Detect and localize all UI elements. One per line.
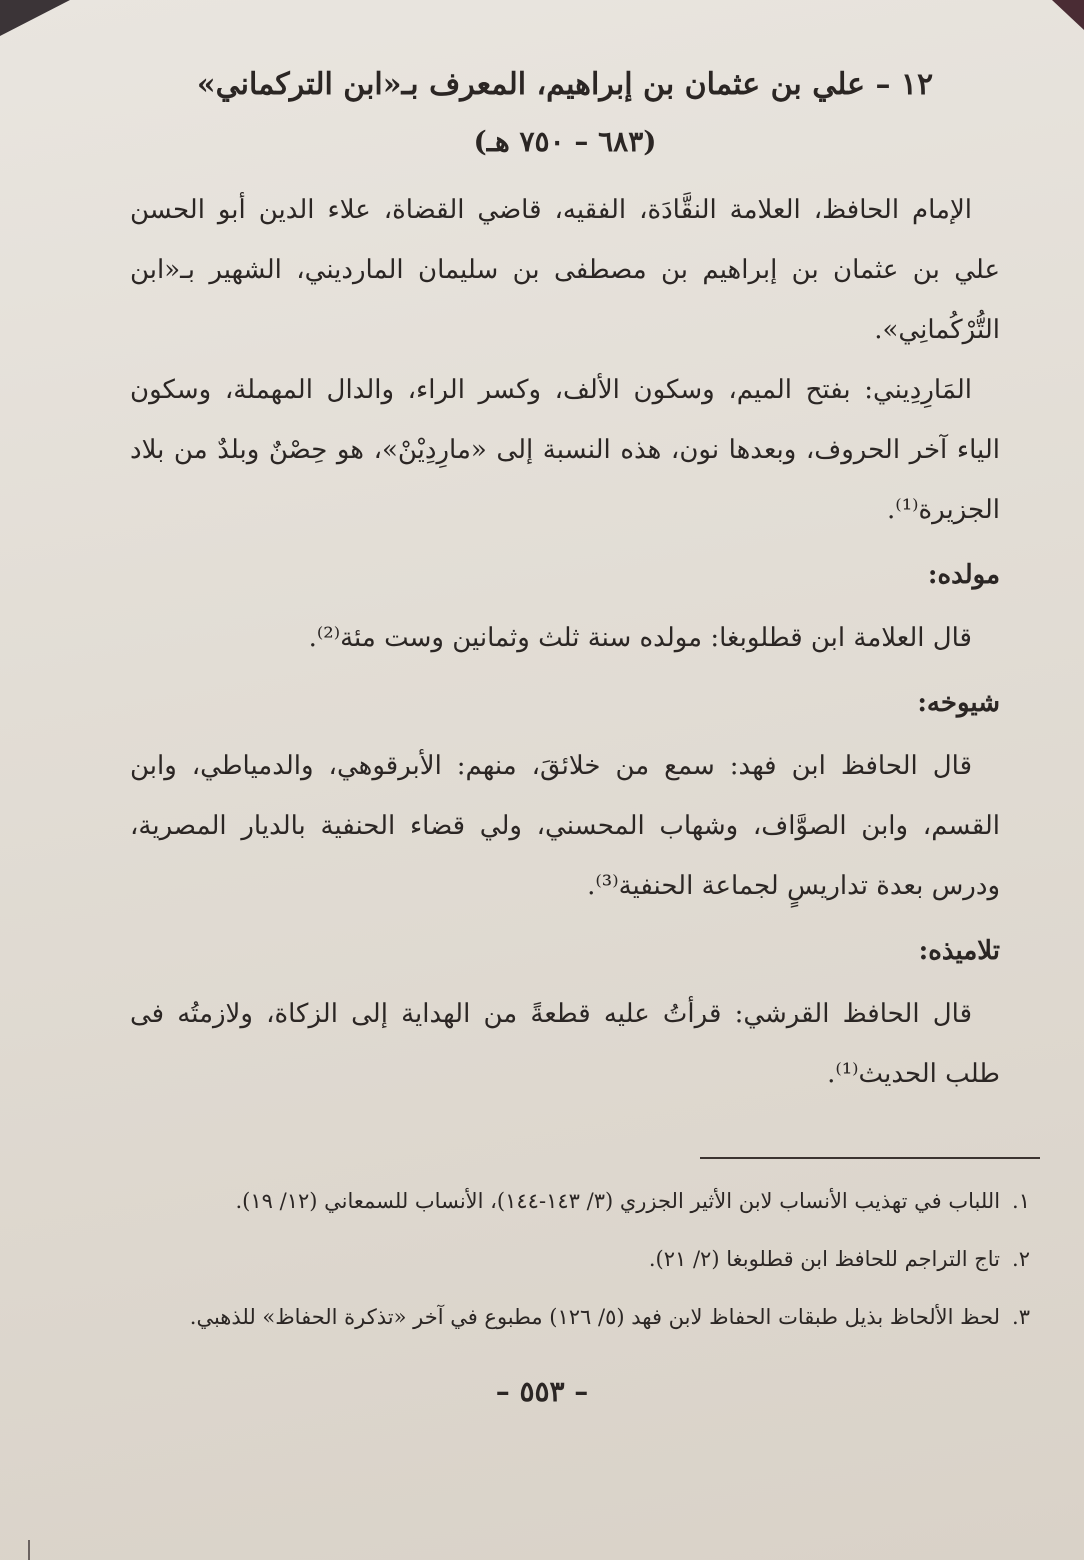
footnotes-list bbox=[150, 1172, 1030, 1346]
footnote-item bbox=[150, 1288, 1030, 1346]
footnote-number: ١. bbox=[1012, 1189, 1030, 1213]
footnote-number: ٣. bbox=[1012, 1305, 1030, 1329]
page-number: – ٥٥٣ – bbox=[495, 1375, 589, 1408]
background-corner bbox=[0, 0, 70, 36]
entry-dates: (٦٨٣ – ٧٥٠ هـ) bbox=[473, 125, 657, 158]
footnote-divider bbox=[700, 1157, 1040, 1159]
footnote-number: ٢. bbox=[1012, 1247, 1030, 1271]
birth-heading: مولده: bbox=[927, 560, 1000, 590]
students-paragraph: قال الحافظ القرشي: قرأتُ عليه قطعةً من الهداية إلى الزكاة، ولازمتُه فى طلب الحديث⁽¹⁾. bbox=[130, 999, 1000, 1089]
teachers-heading: شيوخه: bbox=[917, 688, 1000, 718]
birth-paragraph: قال العلامة ابن قطلوبغا: مولده سنة ثلث وثمانين وست مئة⁽²⁾. bbox=[308, 623, 972, 653]
nisba-paragraph: المَارِدِيني: بفتح الميم، وسكون الألف، وكسر الراء، والدال المهملة، وسكون الياء آخر الحروف، وبعدها نون، هذه النسبة إلى «مارِدِيْنْ»، هو حِصْنٌ وبلدٌ من بلاد الجزيرة⁽¹⁾. bbox=[130, 375, 1000, 525]
footnote-text: اللباب في تهذيب الأنساب لابن الأثير الجزري (٣/ ١٤٣-١٤٤)، الأنساب للسمعاني (١٢/ ١٩). bbox=[235, 1189, 1001, 1213]
teachers-paragraph: قال الحافظ ابن فهد: سمع من خلائقَ، منهم: الأبرقوهي، والدمياطي، وابن القسم، وابن الصوَّاف، وشهاب المحسني، ولي قضاء الحنفية بالديار المصرية، ودرس بعدة تداريسٍ لجماعة الحنفية⁽³⁾. bbox=[130, 751, 1000, 901]
page-edge-mark bbox=[28, 1540, 30, 1560]
footnote-item bbox=[150, 1230, 1030, 1288]
intro-paragraph: الإمام الحافظ، العلامة النقَّادَة، الفقيه، قاضي القضاة، علاء الدين أبو الحسن علي بن عثمان بن إبراهيم بن مصطفى بن سليمان المارديني، الشهير بـ«ابن التُّرْكُمانِي». bbox=[130, 195, 1000, 345]
entry-title: ١٢ – علي بن عثمان بن إبراهيم، المعرف بـ«ابن التركماني» bbox=[196, 67, 934, 102]
footnote-text: لحظ الألحاظ بذيل طبقات الحفاظ لابن فهد (٥/ ١٢٦) مطبوع في آخر «تذكرة الحفاظ» للذهبي. bbox=[189, 1305, 1001, 1329]
students-heading: تلاميذه: bbox=[918, 936, 1000, 966]
entry-body bbox=[130, 60, 1000, 1104]
footnote-item bbox=[150, 1172, 1030, 1230]
footnote-text: تاج التراجم للحافظ ابن قطلوبغا (٢/ ٢١). bbox=[648, 1247, 1001, 1271]
book-cover-corner bbox=[1044, 0, 1084, 30]
